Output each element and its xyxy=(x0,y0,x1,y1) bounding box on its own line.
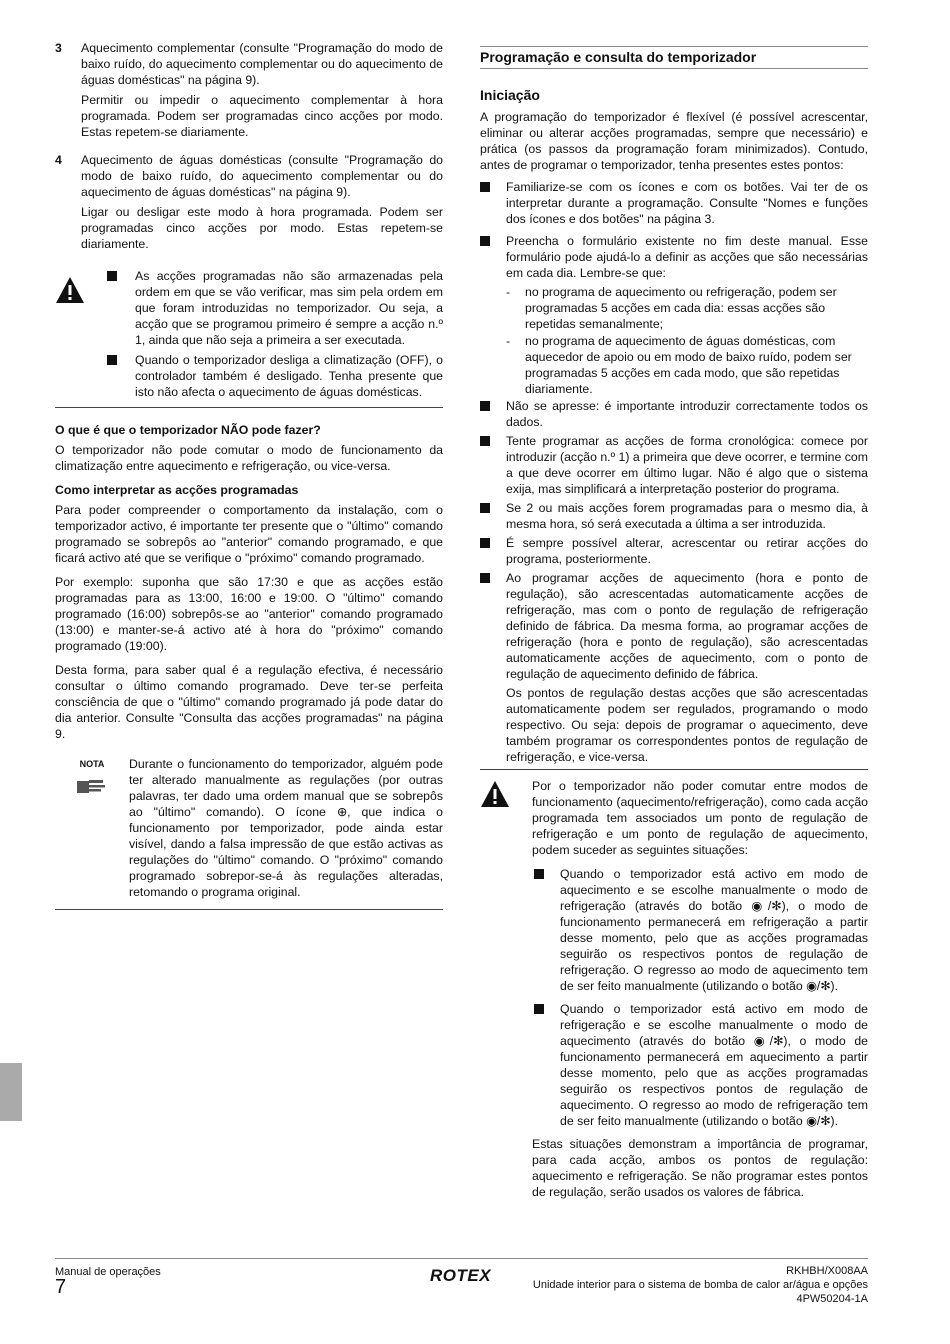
list-item xyxy=(480,179,868,227)
note-text: Durante o funcionamento do temporizador, alguém pode ter alterado manualmente as regulações (por outras palavras, ter dado uma ordem manual que se sobrepôs ao "último" comando). O ícone ⊕, que indica o funcionamento por temporizador, pode ainda estar visível, dando a falsa impressão de que estão activas as regulações do "último" comando. O "próximo" comando programado sobrepor-se-á às regulações alteradas, retomando o programa original. xyxy=(129,757,443,899)
heading: O que é que o temporizador NÃO pode fazer? xyxy=(55,423,321,437)
warning-triangle-icon xyxy=(480,778,532,1204)
dash-item: - no programa de aquecimento ou refrigeração, podem ser programadas 5 acções em cada dia: essas acções são repetidas semanalmente; xyxy=(480,284,868,332)
item-text: Aquecimento complementar (consulte "Programação do modo de baixo ruído, do aquecimento complementar ou do aquecimento de águas domésticas" na página 9). xyxy=(81,41,443,87)
bullet-text: Ao programar acções de aquecimento (hora e ponto de regulação), são acrescentadas automaticamente acções de refrigeração, mas com o ponto de regulação de refrigeração definido de fábrica. Da mesma forma, ao programar acções de refrigeração (hora e ponto de regulação), são acrescentadas automaticamente acções de aquecimento, com o ponto de regulação de aquecimento definido de fábrica. xyxy=(506,571,868,681)
item-text: Aquecimento de águas domésticas (consulte "Programação do modo de baixo ruído, do aquecimento complementar ou do aquecimento de águas domésticas" na página 9). xyxy=(81,153,443,199)
list-item xyxy=(480,233,868,281)
paragraph: O temporizador não pode comutar o modo de funcionamento da climatização entre aquecimento e refrigeração, ou vice-versa. xyxy=(55,443,443,473)
paragraph: Desta forma, para saber qual é a regulação efectiva, é necessário consultar o último comando programado. Deve ter-se perfeita consciência de que o "último" comando programado já pode datar do dia anterior. Consulte "Consulta das acções programadas" na página 9. xyxy=(55,663,443,741)
footer-description: Unidade interior para o sistema de bomba de calor ar/água e opções xyxy=(532,1279,868,1291)
paragraph: Os pontos de regulação destas acções que são acrescentadas automaticamente podem ser regulados, programando o modo respectivo. Ou seja: depois de programar o aquecimento, deve também programar os correspondentes pontos de regulação de refrigeração, e vice-versa. xyxy=(506,686,868,764)
list-item xyxy=(480,500,868,532)
paragraph: Para poder compreender o comportamento da instalação, com o temporizador activo, é importante ter presente que o "último" comando programado se sobrepôs ao "anterior" comando programado, e que ficará activo até que se verifique o "próximo" comando programado. xyxy=(55,503,443,565)
heading: Como interpretar as acções programadas xyxy=(55,483,299,497)
warning-box xyxy=(480,769,868,1204)
paragraph: A programação do temporizador é flexível (é possível acrescentar, eliminar ou alterar acções programadas, sempre que necessário) e prática (os passos da programação foram minimizados). Contudo, antes de programar o temporizador, tenha presentes estes pontos: xyxy=(480,110,868,172)
list-item xyxy=(480,570,868,682)
warning-triangle-icon xyxy=(55,268,107,403)
dash-item: - no programa de aquecimento de águas domésticas, com aquecedor de apoio ou em modo de baixo ruído, podem ser programadas 5 acções em cada modo, que são repetidas diariamente. xyxy=(480,333,868,397)
page-edge-tab xyxy=(0,1063,22,1121)
note-box xyxy=(55,756,443,910)
item-number: 4 xyxy=(55,153,62,167)
warning-box xyxy=(55,268,443,408)
bullet-text: Quando o temporizador está activo em modo de aquecimento e se escolhe manualmente o modo de refrigeração (através do botão ◉/✻), o modo de funcionamento permanecerá em refrigeração a partir desse momento, pelo que as acções programadas seguirão os respectivos pontos de regulação de refrigeração. O regresso ao modo de aquecimento tem de ser feito manualmente (utilizando o botão ◉/✻). xyxy=(560,867,868,993)
item-number: 3 xyxy=(55,41,62,55)
list-item-4 xyxy=(55,152,443,256)
bullet-text: Tente programar as acções de forma cronológica: comece por introduzir (acção n.º 1) a primeira que deve ocorrer, e termine com a que deve ocorrer em último lugar. Não é algo que o sistema exija, mas simplificará a interpretação posterior do programa. xyxy=(506,434,868,496)
footer-code: RKHBH/X008AA xyxy=(786,1265,868,1277)
bullet-text: As acções programadas não são armazenadas pela ordem em que se vão verificar, mas sim pela ordem em que foram introduzidas no temporizador. Ou seja, a acção que se programou primeiro é sempre a acção n.º 1, ainda que não seja a primeira a ser executada. xyxy=(135,269,443,347)
paragraph: Por o temporizador não poder comutar entre modos de funcionamento (aquecimento/refrigeração), como cada acção programada tem associados um ponto de regulação de refrigeração e um ponto de regulação de aquecimento, podem suceder as seguintes situações: xyxy=(532,779,868,857)
bullet-text: Preencha o formulário existente no fim deste manual. Esse formulário pode ajudá-lo a definir as acções que são necessárias em cada dia. Lembre-se que: xyxy=(506,234,868,280)
list-item xyxy=(107,268,443,348)
list-item xyxy=(532,1001,868,1129)
footer-code: 4PW50204-1A xyxy=(796,1293,868,1305)
page-number: 7 xyxy=(55,1276,67,1298)
footer-manual: Manual de operações xyxy=(55,1266,161,1278)
bullet-text: Familiarize-se com os ícones e com os botões. Vai ter de os interpretar durante a programação. Consulte "Nomes e funções dos ícones e dos botões" na página 3. xyxy=(506,180,868,226)
dash-text: no programa de aquecimento de águas domésticas, com aquecedor de apoio ou em modo de baixo ruído, podem ser programadas 5 acções em cada modo, que são repetidas diariamente. xyxy=(525,334,852,396)
rotex-logo: ROTEX xyxy=(430,1266,492,1285)
list-item xyxy=(107,352,443,400)
bullet-text: É sempre possível alterar, acrescentar ou retirar acções do programa, posteriormente. xyxy=(506,536,868,566)
section-title: Programação e consulta do temporizador xyxy=(480,46,868,69)
list-item xyxy=(480,398,868,430)
item-text: Permitir ou impedir o aquecimento complementar à hora programada. Podem ser programadas cinco acções por modo. Estas repetem-se diariamente. xyxy=(81,93,443,139)
list-item xyxy=(532,866,868,994)
bullet-text: Não se apresse: é importante introduzir correctamente todos os dados. xyxy=(506,399,868,429)
note-label: NOTA xyxy=(79,759,105,769)
nota-hand-icon xyxy=(55,776,129,801)
footer-divider xyxy=(55,1258,868,1259)
bullet-text: Quando o temporizador desliga a climatização (OFF), o controlador também é desligado. Tenha presente que isto não afecta o aquecimento de águas domésticas. xyxy=(135,353,443,399)
footer-right xyxy=(533,1264,868,1306)
list-item xyxy=(480,433,868,497)
paragraph: Estas situações demonstram a importância de programar, para cada acção, ambos os pontos de regulação: aquecimento e refrigeração. Se não programar estes pontos de regulação, serão usados os valores de fábrica. xyxy=(532,1137,868,1199)
sub-title: Iniciação xyxy=(480,87,540,103)
dash-text: no programa de aquecimento ou refrigeração, podem ser programadas 5 acções em cada dia: essas acções são repetidas semanalmente; xyxy=(525,285,837,331)
paragraph: Por exemplo: suponha que são 17:30 e que as acções estão programadas para as 13:00, 16:00 e 19:00. O "último" comando programado (16:00) sobrepôs-se ao "anterior" comando programado (13:00) e manter-se-á activo até à hora do "próximo" comando programado (19:00). xyxy=(55,575,443,653)
left-column xyxy=(55,40,443,910)
bullet-text: Se 2 ou mais acções forem programadas para o mesmo dia, à mesma hora, só será executada a última a ser introduzida. xyxy=(506,501,868,531)
list-item-3 xyxy=(55,40,443,144)
list-item xyxy=(480,535,868,567)
right-column xyxy=(480,40,868,1204)
item-text: Ligar ou desligar este modo à hora programada. Podem ser programadas cinco acções por modo. Estas repetem-se diariamente. xyxy=(81,205,443,251)
bullet-text: Quando o temporizador está activo em modo de refrigeração e se escolhe manualmente o modo de aquecimento (através do botão ◉/✻), o modo de funcionamento permanecerá em aquecimento a partir desse momento, pelo que as acções programadas seguirão os respectivos pontos de regulação de aquecimento. O regresso ao modo de refrigeração tem de ser feito manualmente (utilizando o botão ◉/✻). xyxy=(560,1002,868,1128)
